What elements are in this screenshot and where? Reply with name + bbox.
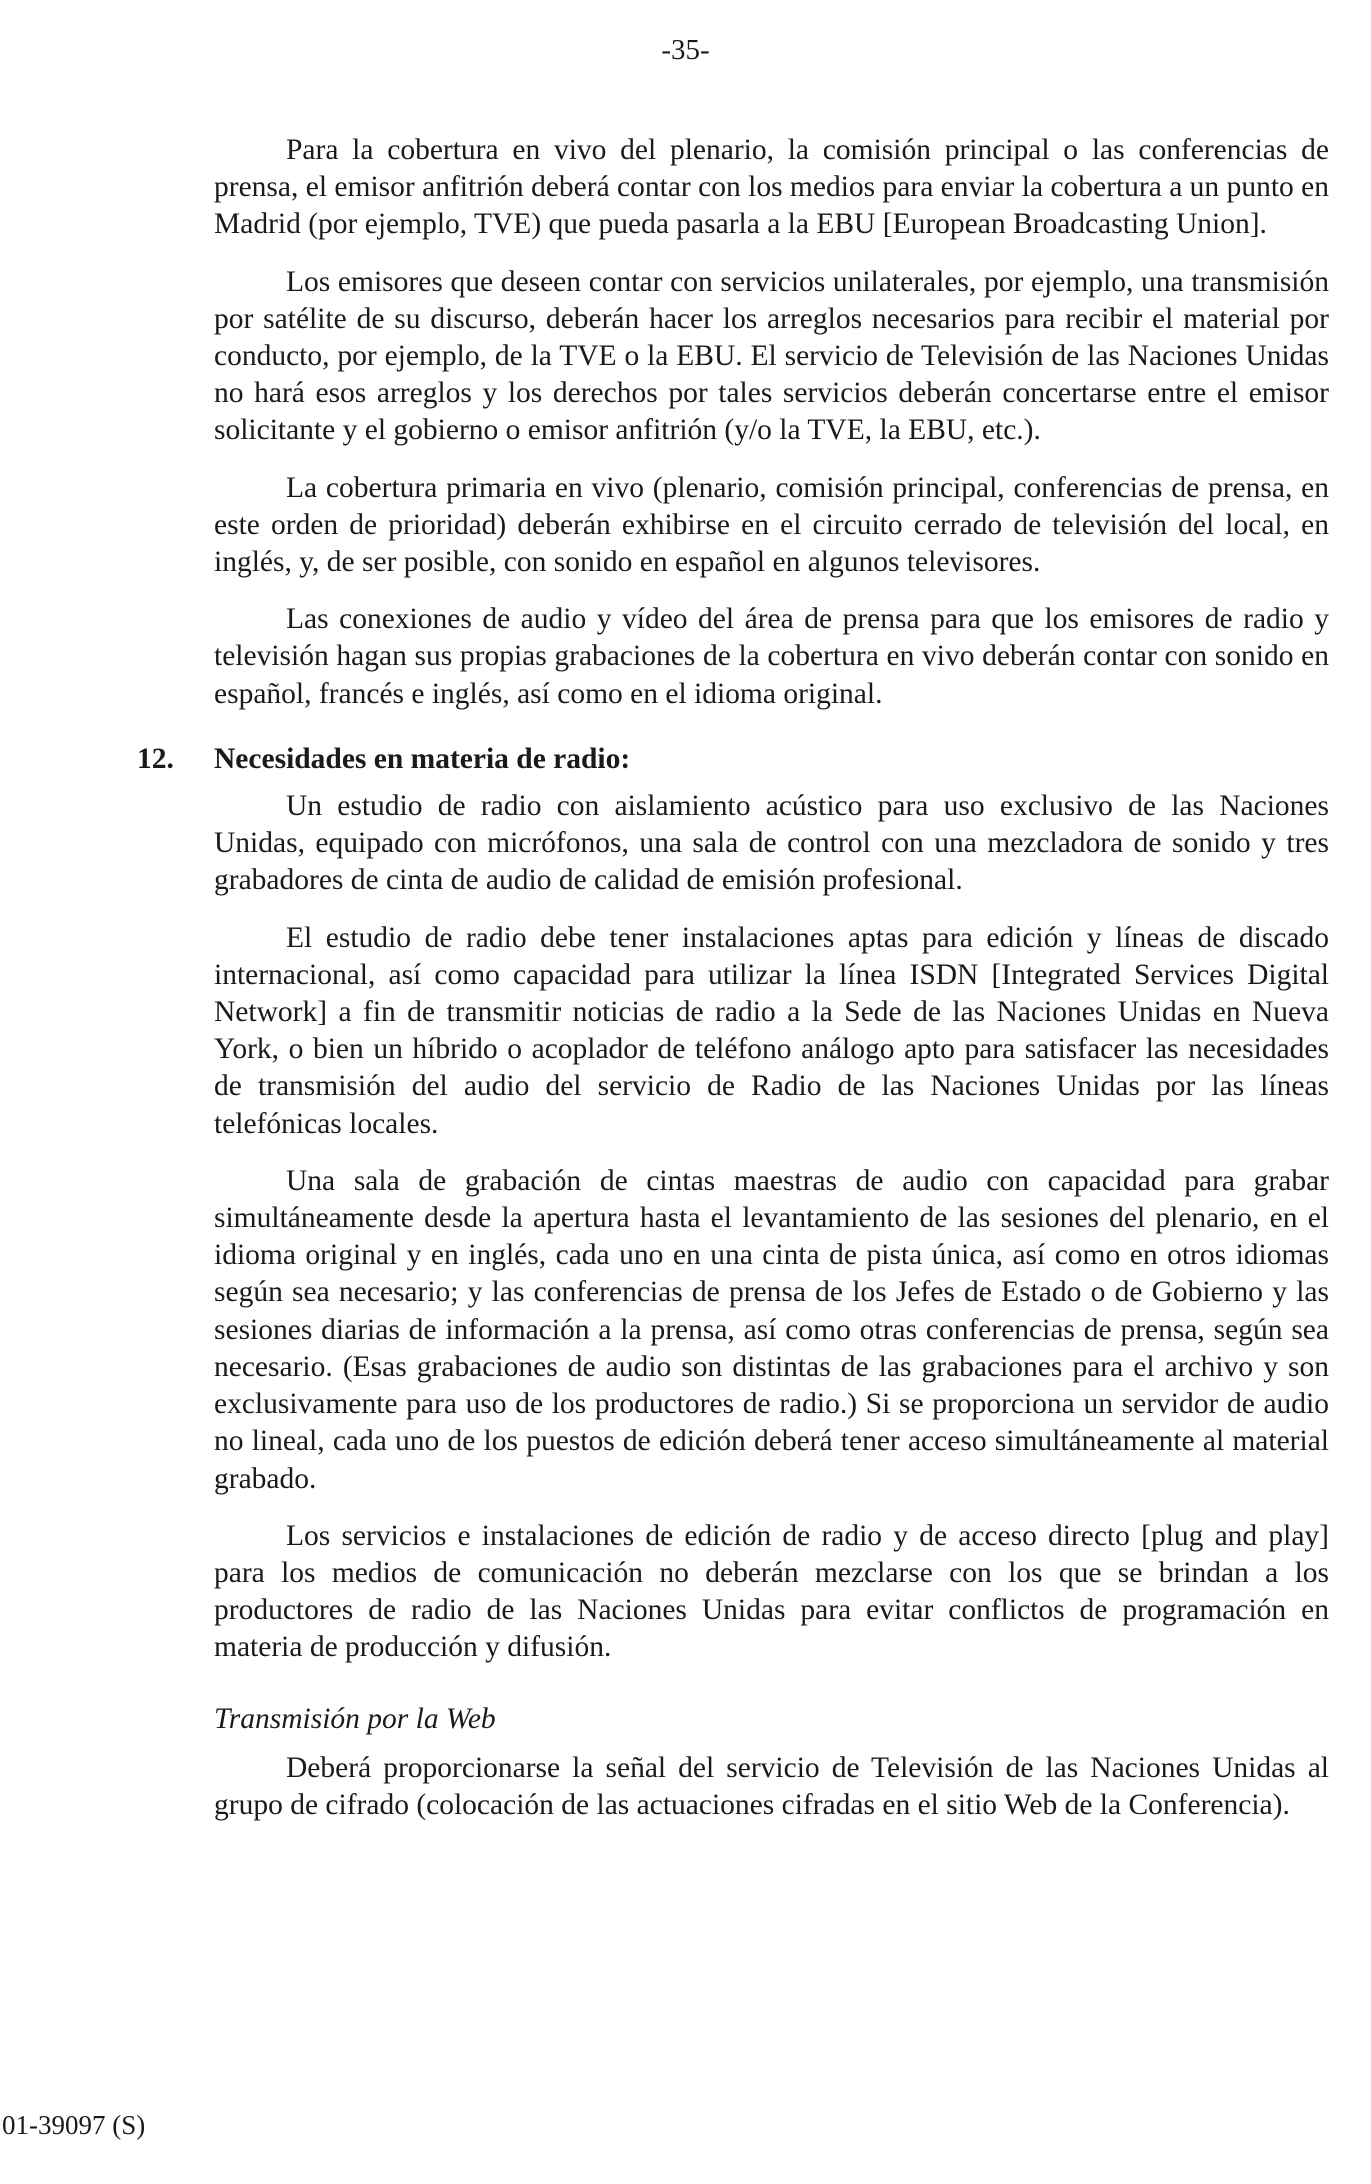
section-heading — [137, 741, 1329, 778]
paragraph: El estudio de radio debe tener instalaciones aptas para edición y líneas de discado internacional, así como capacidad para utilizar la línea ISDN [Integrated Services Digital Network] a fin de transmitir noticias de radio a la Sede de las Naciones Unidas en Nueva York, o bien un híbrido o acoplador de teléfono análogo apto para satisfacer las necesidades de transmisión del audio del servicio de Radio de las Naciones Unidas por las líneas telefónicas locales. — [214, 921, 1329, 1140]
paragraph: Los servicios e instalaciones de edición de radio y de acceso directo [plug and play] para los medios de comunicación no deberán mezclarse con los que se brindan a los productores de radio de las Naciones Unidas para evitar conflictos de programación en materia de producción y difusión. — [214, 1519, 1329, 1664]
paragraph: Una sala de grabación de cintas maestras de audio con capacidad para grabar simultáneamente desde la apertura hasta el levantamiento de las sesiones del plenario, en el idioma original y en inglés, cada uno en una cinta de pista única, así como en otros idiomas según sea necesario; y las conferencias de prensa de los Jefes de Estado o de Gobierno y las sesiones diarias de información a la prensa, así como otras conferencias de prensa, según sea necesario. (Esas grabaciones de audio son distintas de las grabaciones para el archivo y son exclusivamente para uso de los productores de radio.) Si se proporciona un servidor de audio no lineal, cada uno de los puestos de edición deberá tener acceso simultáneamente al material grabado. — [214, 1164, 1329, 1495]
paragraph: Los emisores que deseen contar con servicios unilaterales, por ejemplo, una transmisión por satélite de su discurso, deberán hacer los arreglos necesarios para recibir el material por conducto, por ejemplo, de la TVE o la EBU. El servicio de Televisión de las Naciones Unidas no hará esos arreglos y los derechos por tales servicios deberán concertarse entre el emisor solicitante y el gobierno o emisor anfitrión (y/o la TVE, la EBU, etc.). — [214, 265, 1329, 447]
section-number: 12. — [137, 742, 174, 775]
paragraph: Un estudio de radio con aislamiento acústico para uso exclusivo de las Naciones Unidas, equipado con micrófonos, una sala de control con una mezcladora de sonido y tres grabadores de cinta de audio de calidad de emisión profesional. — [214, 790, 1329, 897]
section-title: Necesidades en materia de radio: — [214, 742, 631, 775]
paragraph: Deberá proporcionarse la señal del servicio de Televisión de las Naciones Unidas al grupo de cifrado (colocación de las actuaciones cifradas en el sitio Web de la Conferencia). — [214, 1751, 1329, 1821]
document-body — [137, 132, 1329, 1844]
subsection-title: Transmisión por la Web — [214, 1702, 496, 1735]
paragraph: Las conexiones de audio y vídeo del área de prensa para que los emisores de radio y televisión hagan sus propias grabaciones de la cobertura en vivo deberán contar con sonido en español, francés e inglés, así como en el idioma original. — [214, 603, 1329, 710]
paragraph: La cobertura primaria en vivo (plenario, comisión principal, conferencias de prensa, en este orden de prioridad) deberán exhibirse en el circuito cerrado de televisión del local, en inglés, y, de ser posible, con sonido en español en algunos televisores. — [214, 471, 1329, 579]
document-symbol: 01-39097 (S) — [2, 2110, 146, 2140]
paragraph: Para la cobertura en vivo del plenario, la comisión principal o las conferencias de prensa, el emisor anfitrión deberá contar con los medios para enviar la cobertura a un punto en Madrid (por ejemplo, TVE) que pueda pasarla a la EBU [European Broadcasting Union]. — [214, 134, 1329, 241]
page-number: -35- — [661, 34, 710, 66]
